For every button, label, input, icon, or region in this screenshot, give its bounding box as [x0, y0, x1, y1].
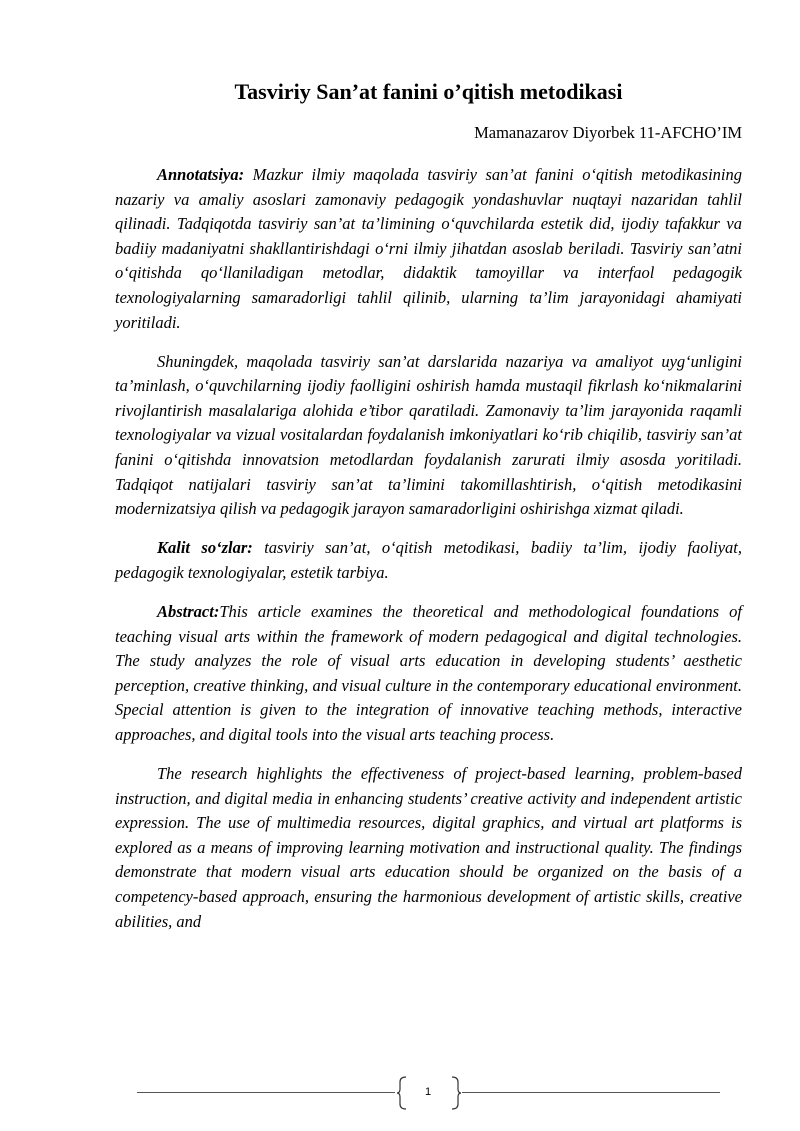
footer-rule-left	[137, 1092, 395, 1093]
page-footer	[0, 1076, 800, 1110]
abstract-paragraph	[115, 600, 742, 748]
abstract-paragraph-2: The research highlights the effectiveness of project-based learning, problem-based instruction, and digital media in enhancing students’ creative activity and independent artistic expression. The use of multimedia resources, digital graphics, and virtual art platforms is explored as a means of improving learning motivation and instructional quality. The findings demonstrate that modern visual arts education should be organized on the basis of a competency-based approach, ensuring the harmonious development of artistic skills, creative abilities, and	[115, 764, 742, 931]
abstract-label: Abstract:	[157, 602, 220, 621]
annotation-paragraph	[115, 163, 742, 335]
keywords-paragraph	[115, 536, 742, 585]
footer-rule-right	[462, 1092, 720, 1093]
annotation-label: Annotatsiya:	[157, 165, 245, 184]
article-body	[115, 163, 742, 949]
author-line: Mamanazarov Diyorbek 11-AFCHO’IM	[474, 123, 742, 142]
annotation-paragraph-2: Shuningdek, maqolada tasviriy san’at darslarida nazariya va amaliyot uyg‘unligini ta’minlash, o‘quvchilarning ijodiy faolligini oshirish hamda mustaqil fikrlash ko‘nikmalarini rivojlantirish masalalariga alohida e’tibor qaratiladi. Zamonaviy ta’lim jarayonida raqamli texnologiyalar va vizual vositalardan foydalanish imkoniyatlari ko‘rib chiqilib, tasviriy san’at fanini o‘qitishda innovatsion metodlardan foydalanish zarurati ilmiy asosda yoritiladi. Tadqiqot natijalari tasviriy san’at ta’limini takomillashtirish, o‘qitish metodikasini modernizatsiya qilish va pedagogik jarayon samaradorligini oshirishga xizmat qiladi.	[115, 351, 742, 519]
keywords-label: Kalit so‘zlar:	[157, 538, 253, 558]
right-brace-icon	[450, 1076, 462, 1110]
keywords-text: tasviriy san’at, o‘qitish metodikasi, badiiy ta’lim, ijodiy faoliyat, pedagogik texnologiyalar, estetik tarbiya.	[115, 538, 742, 582]
page-number: 1	[424, 1086, 432, 1098]
left-brace-icon	[396, 1076, 408, 1110]
abstract-text: This article examines the theoretical and methodological foundations of teaching visual arts within the framework of modern pedagogical and digital technologies. The study analyzes the role of visual arts education in developing students’ aesthetic perception, creative thinking, and visual culture in the contemporary educational environment. Special attention is given to the integration of innovative teaching methods, interactive approaches, and digital tools into the visual arts teaching process.	[115, 602, 742, 744]
article-title: Tasviriy San’at fanini o’qitish metodikasi	[234, 79, 623, 104]
annotation-text: Mazkur ilmiy maqolada tasviriy san’at fanini o‘qitish metodikasining nazariy va amaliy asoslari zamonaviy pedagogik yondashuvlar nuqtayi nazaridan tahlil qilinadi. Tadqiqotda tasviriy san’at ta’limining o‘quvchilarda estetik did, ijodiy tafakkur va badiiy madaniyatni shakllantirishdagi o‘rni ilmiy jihatdan asoslab beriladi. Tasviriy san’atni o‘qitishda qo‘llaniladigan metodlar, didaktik tamoyillar va interfaol pedagogik texnologiyalarning samaradorligi tahlil qilinib, ularning ta’lim jarayonidagi ahamiyati yoritiladi.	[115, 165, 742, 332]
